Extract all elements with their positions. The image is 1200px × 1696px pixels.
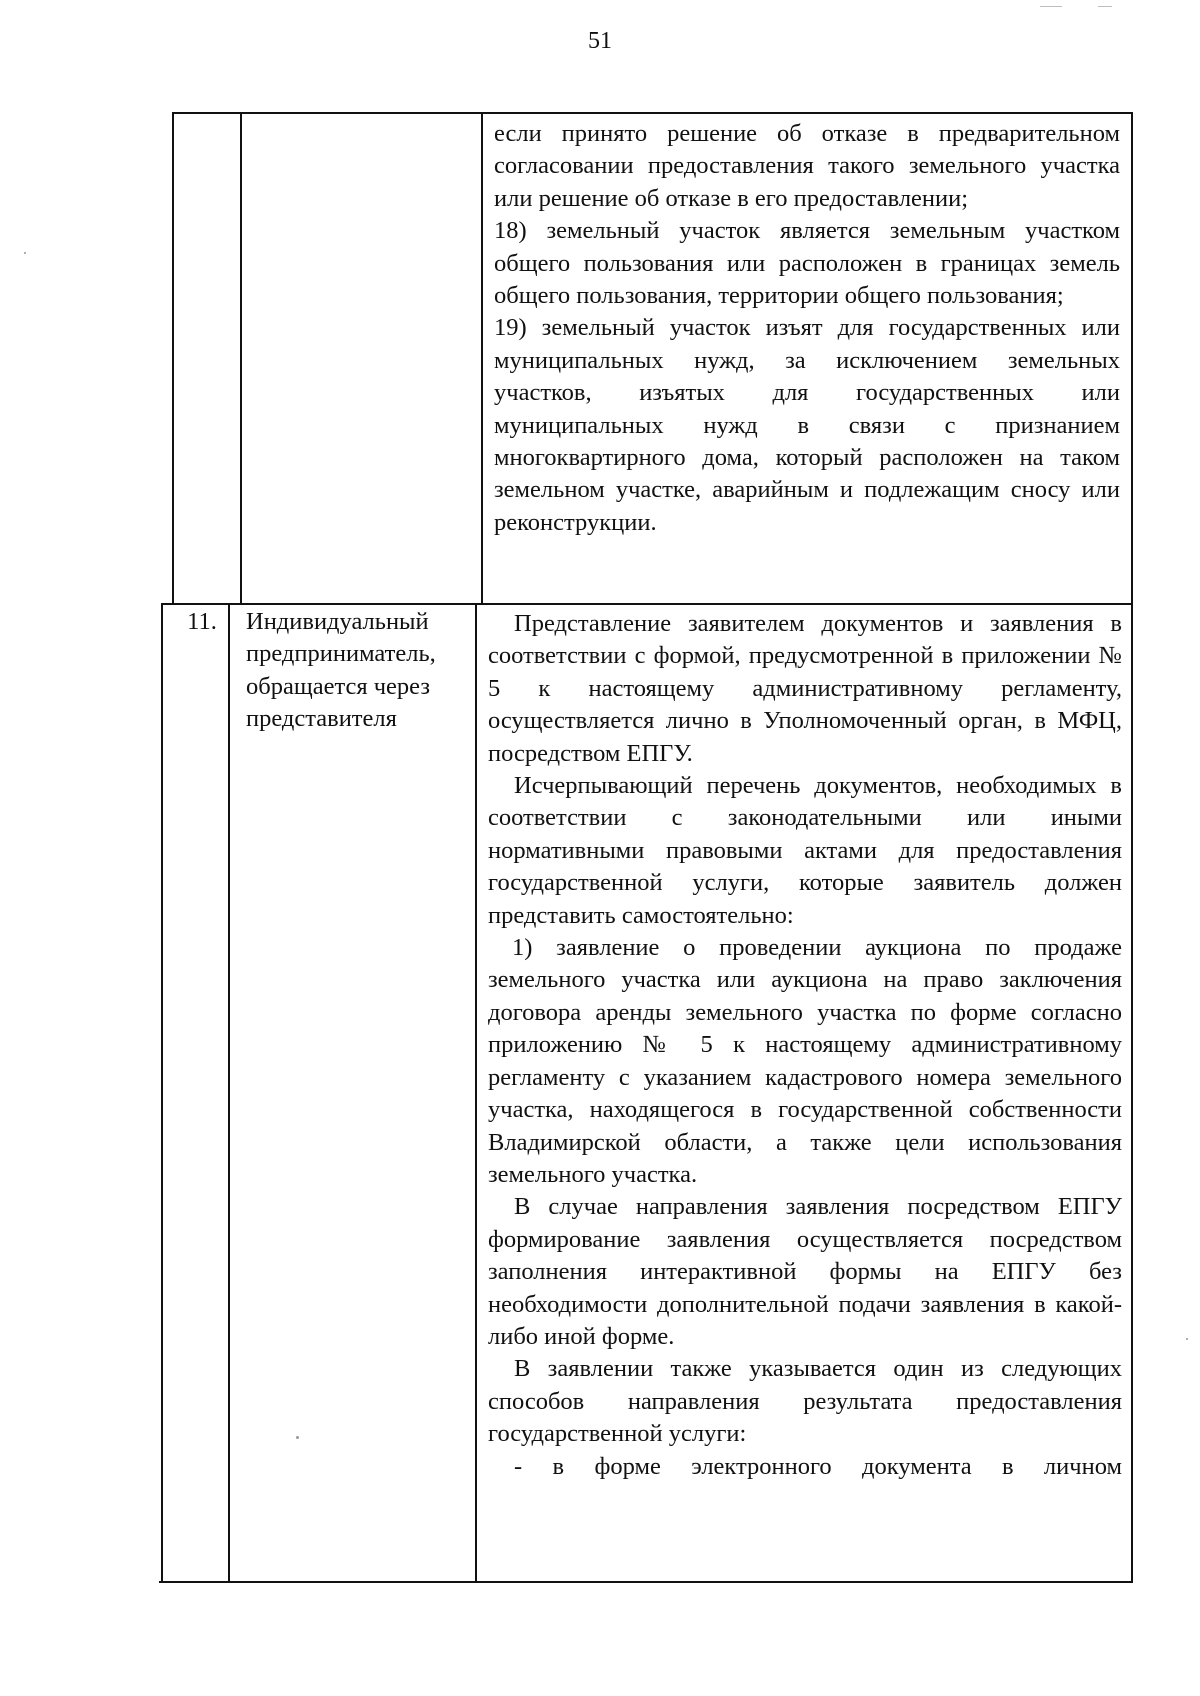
table-row-2-number: 11. [187,608,217,635]
table-bottom-border [159,1581,1132,1583]
table-row-2-applicant: Индивидуальный предприниматель, обращается через представителя [246,608,436,733]
table-left-border [161,603,163,1582]
list-item: 18) земельный участок является земельным участком общего пользования или расположен в границах земель общего пользования, территории общего пользования; [494,217,1120,310]
paragraph: В заявлении также указывается один из следующих способов направления результата предоставления государственной услуги: [488,1355,1122,1448]
scan-speck [1186,1338,1188,1340]
row-separator [163,603,1132,605]
col-divider-1 [228,603,230,1582]
table-left-border [172,112,174,603]
paragraph: В случае направления заявления посредством ЕПГУ формирование заявления осуществляется посредством заполнения интерактивной формы на ЕПГУ без необходимости дополнительной подачи заявления в какой-либо иной форме. [488,1193,1122,1350]
page-number: 51 [588,28,612,54]
paragraph: Представление заявителем документов и заявления в соответствии с формой, предусмотренной в приложении № 5 к настоящему административному регламенту, осуществляется лично в Уполномоченный орган, в МФЦ, посредством ЕПГУ. [488,610,1122,767]
scan-speck [24,252,26,254]
list-item: 19) земельный участок изъят для государственных или муниципальных нужд, за исключением земельных участков, изъятых для государственных или муниципальных нужд в связи с признанием многоквартирного дома, который расположен на таком земельном участке, аварийным и подлежащим сносу или реконструкции. [494,314,1120,536]
list-item: 1) заявление о проведении аукциона по продаже земельного участка или аукциона на право заключения договора аренды земельного участка по форме согласно приложению № 5 к настоящему административному регламенту с указанием кадастрового номера земельного участка, находящегося в государственной собственности Владимирской области, а также цели использования земельного участка. [488,934,1122,1188]
scan-artifact [1040,6,1062,7]
scan-speck [296,1436,299,1439]
paragraph: если принято решение об отказе в предварительном согласовании предоставления такого земельного участка или решение об отказе в его предоставлении; [494,120,1120,212]
col-divider-1 [240,112,242,603]
list-item: - в форме электронного документа в личном [514,1452,1122,1480]
paragraph: Исчерпывающий перечень документов, необходимых в соответствии с законодательными или иными нормативными правовыми актами для предоставления государственной услуги, которые заявитель должен представить самостоятельно: [488,772,1122,929]
table-top-border [172,112,1132,114]
col-divider-2 [481,112,483,603]
col-divider-2 [475,603,477,1582]
table-row-1-content [494,118,1120,539]
scan-artifact [1098,6,1112,7]
table-right-border [1131,112,1133,1583]
table-row-2-content [488,608,1122,1483]
